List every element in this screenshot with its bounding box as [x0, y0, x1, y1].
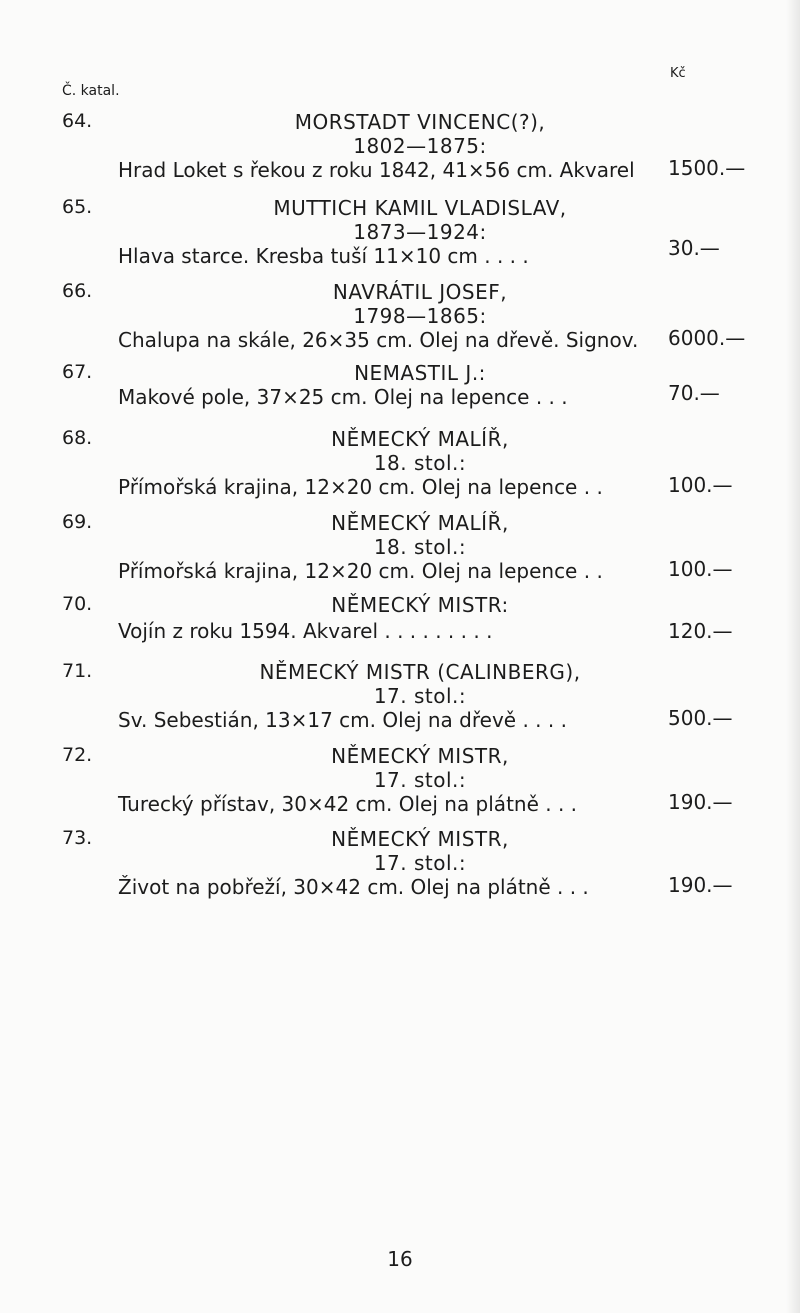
- artwork-description: Turecký přístav, 30×42 cm. Olej na plátně . . .: [118, 792, 578, 816]
- artist-name: NĚMECKÝ MISTR:: [331, 593, 509, 617]
- artwork-description: Vojín z roku 1594. Akvarel . . . . . . . . .: [118, 619, 493, 643]
- artist-name: NAVRÁTIL JOSEF,: [332, 280, 508, 304]
- entry-number: 65.: [62, 196, 93, 218]
- artist-dates: 18. stol.:: [373, 535, 467, 559]
- artwork-description: Přímořská krajina, 12×20 cm. Olej na lepence . .: [118, 559, 603, 583]
- entry-number: 69.: [62, 511, 93, 533]
- artist-name: NĚMECKÝ MISTR (CALINBERG),: [259, 660, 581, 684]
- artist-name: NĚMECKÝ MISTR,: [331, 827, 509, 851]
- artist-name: MORSTADT VINCENC(?),: [294, 110, 546, 134]
- artist-dates: 1873—1924:: [353, 220, 487, 244]
- artist-dates: 18. stol.:: [373, 451, 467, 475]
- price: 500.—: [668, 706, 733, 730]
- artist-name: NĚMECKÝ MALÍŘ,: [331, 511, 509, 535]
- price: 100.—: [668, 557, 733, 581]
- entry-number: 64.: [62, 110, 93, 132]
- artwork-description: Sv. Sebestián, 13×17 cm. Olej na dřevě . . . .: [118, 708, 567, 732]
- artist-name: NEMASTIL J.:: [354, 361, 486, 385]
- price: 120.—: [668, 619, 733, 643]
- catalog-number-header: Č. katal.: [62, 83, 120, 99]
- artist-name: MUTTICH KAMIL VLADISLAV,: [273, 196, 567, 220]
- entry-number: 66.: [62, 280, 93, 302]
- price: 70.—: [668, 381, 720, 405]
- artwork-description: Hlava starce. Kresba tuší 11×10 cm . . . .: [118, 244, 529, 268]
- artwork-description: Život na pobřeží, 30×42 cm. Olej na plátně . . .: [118, 875, 589, 899]
- entry-number: 67.: [62, 361, 93, 383]
- artist-name: NĚMECKÝ MISTR,: [331, 744, 509, 768]
- price: 190.—: [668, 873, 733, 897]
- artist-name: NĚMECKÝ MALÍŘ,: [331, 427, 509, 451]
- price: 30.—: [668, 236, 720, 260]
- entry-number: 70.: [62, 593, 93, 615]
- artwork-description: Makové pole, 37×25 cm. Olej na lepence . . .: [118, 385, 568, 409]
- entry-number: 72.: [62, 744, 93, 766]
- artist-dates: 17. stol.:: [373, 851, 467, 875]
- artwork-description: Přímořská krajina, 12×20 cm. Olej na lepence . .: [118, 475, 603, 499]
- entry-number: 71.: [62, 660, 93, 682]
- page-edge-shadow: [786, 0, 800, 1313]
- price: 1500.—: [668, 156, 746, 180]
- price: 190.—: [668, 790, 733, 814]
- entry-number: 73.: [62, 827, 93, 849]
- artist-dates: 17. stol.:: [373, 768, 467, 792]
- price: 6000.—: [668, 326, 746, 350]
- currency-header: Kč: [670, 66, 686, 81]
- artwork-description: Hrad Loket s řekou z roku 1842, 41×56 cm. Akvarel: [118, 158, 635, 182]
- price: 100.—: [668, 473, 733, 497]
- artwork-description: Chalupa na skále, 26×35 cm. Olej na dřevě. Signov.: [118, 328, 639, 352]
- page-number: 16: [387, 1247, 413, 1271]
- artist-dates: 17. stol.:: [373, 684, 467, 708]
- entry-number: 68.: [62, 427, 93, 449]
- artist-dates: 1802—1875:: [353, 134, 487, 158]
- artist-dates: 1798—1865:: [353, 304, 487, 328]
